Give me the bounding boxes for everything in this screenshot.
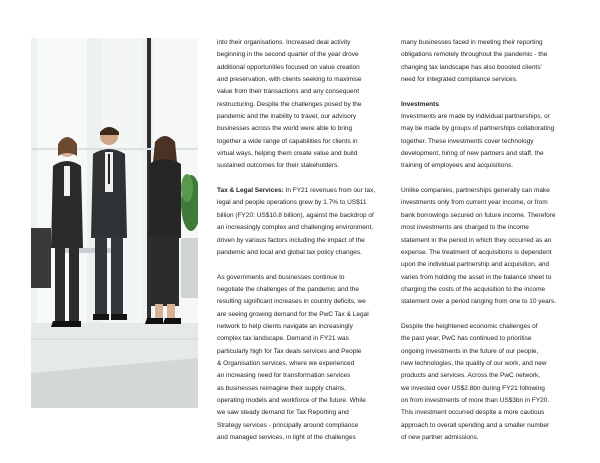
- text-line: expense. The treatment of acquisitions is dependent: [401, 248, 552, 256]
- investments-heading: Investments: [401, 100, 439, 108]
- text-line: driven by various factors including the impact of the: [217, 236, 365, 244]
- text-line: obligations remotely throughout the pandemic - the: [401, 51, 548, 59]
- text-line: together. These investments cover technology: [401, 137, 534, 145]
- text-column-left: [217, 37, 387, 444]
- text-line: additional opportunities focused on value creation: [217, 63, 360, 71]
- text-line: network to help clients navigate an increasingly: [217, 322, 353, 330]
- text-line: and managed services, in light of the challenges: [217, 434, 356, 441]
- text-line: complex tax landscape. Demand in FY21 was: [217, 335, 349, 343]
- text-line: operating models and workforce of the future. While: [217, 396, 366, 404]
- text-line: statement in the period in which they occurred as an: [401, 236, 552, 244]
- text-line: Despite the heightened economic challenges of: [401, 322, 538, 330]
- text-line: Strategy services - principally around compliance: [217, 421, 359, 429]
- text-line: legal and people operations grew by 1.7% to US$11: [217, 199, 367, 207]
- text-line: of new partner admissions.: [401, 434, 479, 441]
- text-line: need for integrated compliance services.: [401, 76, 518, 84]
- text-line: beginning in the second quarter of the year drove: [217, 51, 359, 59]
- text-line: products and services. Across the PwC network,: [401, 372, 541, 380]
- text-line: bank borrowings secured on future income. Therefore: [401, 211, 556, 219]
- text-line: & Organisation services, where we experienced: [217, 359, 355, 367]
- text-line: restructuring. Despite the challenges posed by the: [217, 100, 362, 108]
- text-line: As governments and businesses continue to: [217, 273, 345, 281]
- text-line: and preservation, with clients seeking to maximise: [217, 76, 362, 84]
- text-line: together a wide range of capabilities for clients in: [217, 137, 358, 145]
- text-line: In FY21 revenues from our tax,: [283, 187, 376, 195]
- text-line: we invested over US$2.8bn during FY21 following: [401, 384, 545, 392]
- text-line: pandemic and the inability to travel, our advisory: [217, 113, 357, 121]
- team-photo: [31, 38, 198, 408]
- tax-legal-paragraph-start: [217, 185, 387, 197]
- text-line: on from investments of more than US$3bn in FY20.: [401, 396, 550, 404]
- text-line: businesses across the world were able to bring: [217, 125, 353, 133]
- text-line: most investments are charged to the income: [401, 224, 529, 232]
- text-line: may be made by groups of partnerships collaborating: [401, 125, 555, 133]
- text-line: This investment occurred despite a more cautious: [401, 409, 545, 417]
- text-line: many businesses faced in meeting their reporting: [401, 39, 543, 46]
- text-line: virtual ways, helping them create value and build: [217, 150, 358, 158]
- text-line: into their organisations. Increased deal activity: [217, 39, 351, 46]
- text-line: development, hiring of new partners and staff, the: [401, 150, 544, 158]
- text-line: the past year, PwC has continued to prioritise: [401, 335, 532, 343]
- text-line: ongoing investments in the future of our people,: [401, 347, 539, 355]
- text-line: we saw steady demand for Tax Reporting and: [217, 409, 349, 417]
- text-line: varies from holding the asset in the balance sheet to: [401, 273, 552, 281]
- text-line: are seeing growing demand for the PwC Tax & Legal: [217, 310, 369, 318]
- text-line: value from their transactions and any consequent: [217, 88, 360, 96]
- text-line: an increasingly complex and challenging environment,: [217, 224, 374, 232]
- text-column-right: [401, 37, 573, 444]
- text-line: new technologies, the quality of our work, and new: [401, 359, 547, 367]
- text-line: as businesses reimagine their supply chains,: [217, 384, 346, 392]
- text-line: Unlike companies, partnerships generally can make: [401, 187, 550, 195]
- text-line: billion (FY20: US$10.8 billion), against the backdrop of: [217, 211, 374, 219]
- text-line: an increasing need for transformation services: [217, 372, 351, 380]
- text-line: resulting significant increases in country deficits, we: [217, 298, 366, 306]
- tax-legal-heading: Tax & Legal Services:: [217, 187, 284, 195]
- text-line: sustained outcomes for their stakeholders.: [217, 162, 340, 170]
- text-line: investments only from current year income, or from: [401, 199, 548, 207]
- text-line: Investments are made by individual partnerships, or: [401, 113, 550, 121]
- text-line: particularly high for Tax deals services and People: [217, 347, 362, 355]
- text-line: charging the costs of the acquisition to the income: [401, 285, 546, 293]
- text-line: upon the individual partnership and acquisition, and: [401, 261, 550, 269]
- text-line: pandemic and local and global tax policy changes.: [217, 248, 362, 256]
- text-line: statement over a period ranging from one to 10 years.: [401, 298, 557, 306]
- text-line: negotiate the challenges of the pandemic and the: [217, 285, 360, 293]
- text-line: approach to overall spending and a smaller number: [401, 421, 550, 429]
- text-line: training of employees and acquisitions.: [401, 162, 514, 170]
- team-photo-icon: [31, 38, 198, 408]
- text-line: changing tax landscape has also boosted clients': [401, 63, 542, 71]
